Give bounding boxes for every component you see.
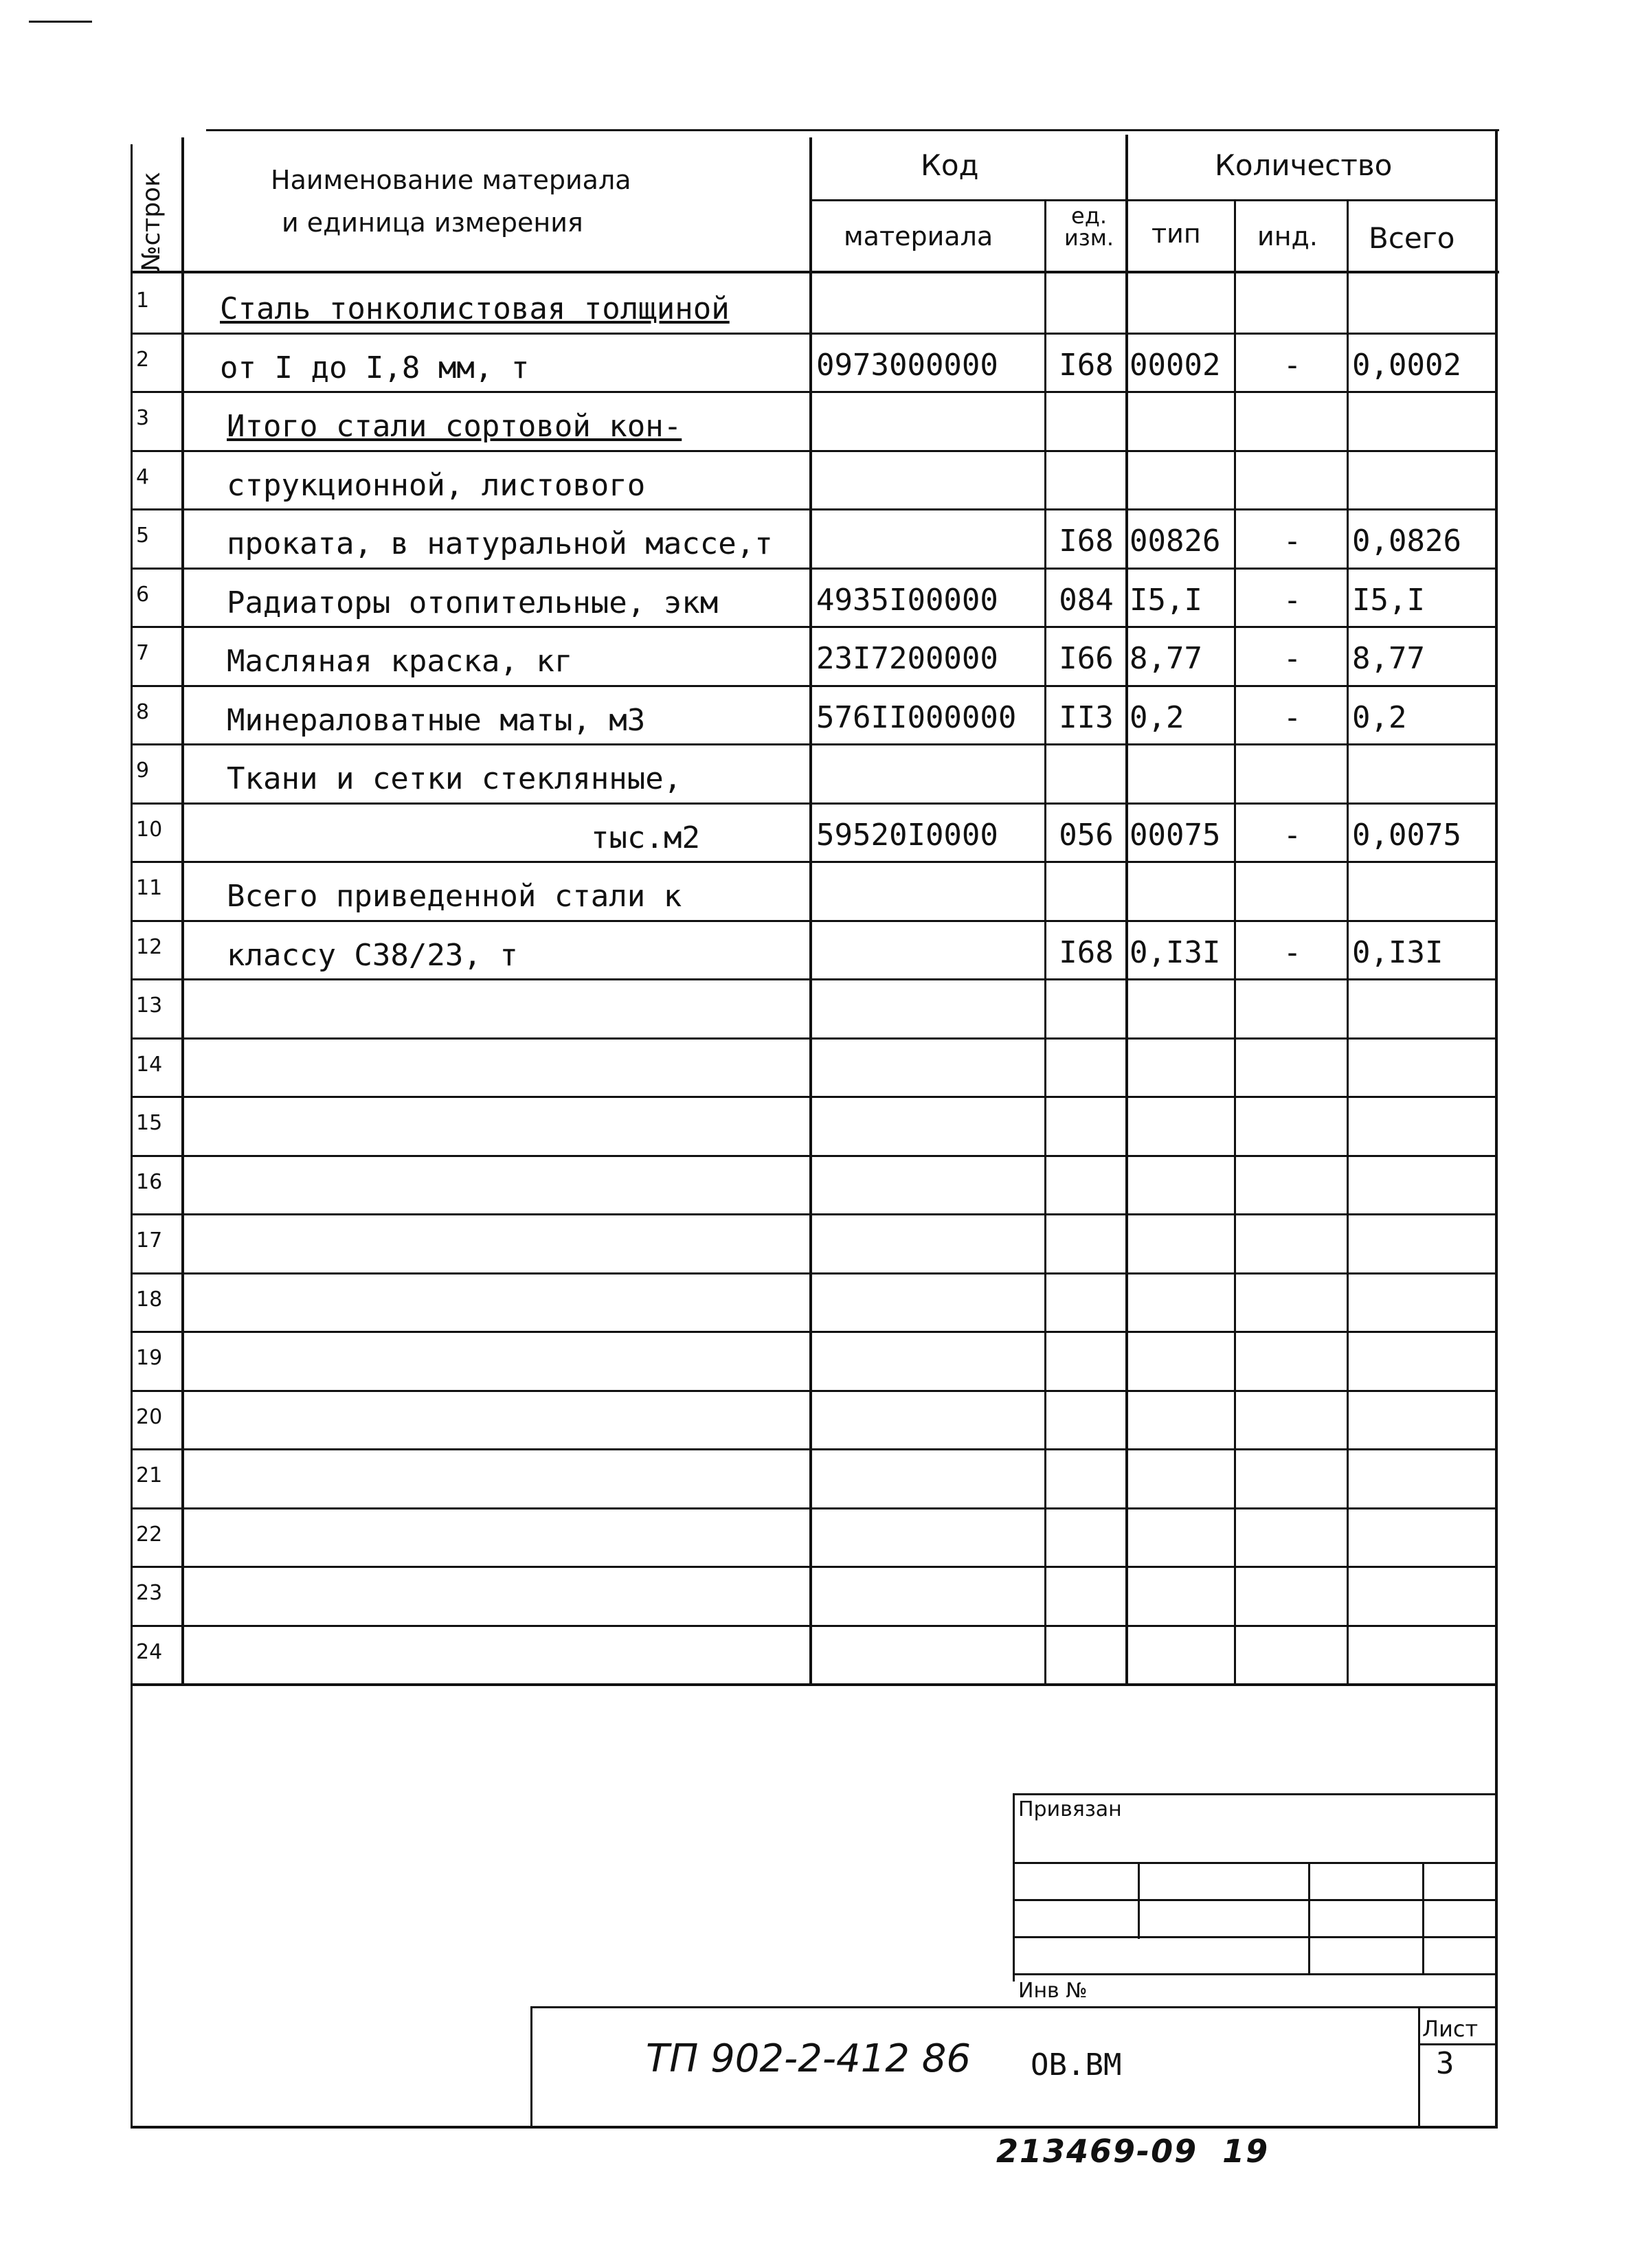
row-number: 2	[136, 348, 150, 372]
cell-total: 0,2	[1352, 700, 1407, 735]
cell-type: 00002	[1130, 348, 1221, 383]
cell-code: 4935I00000	[816, 583, 998, 618]
header-code: Код	[921, 148, 979, 182]
cell-total: 0,0826	[1352, 524, 1461, 559]
material-name: от I до I,8 мм, т	[220, 350, 530, 385]
cell-type: 00826	[1130, 524, 1221, 559]
cell-unit: I68	[1059, 524, 1114, 559]
cell-total: 0,0002	[1352, 348, 1461, 383]
cell-total: 0,0075	[1352, 818, 1461, 853]
row-number: 5	[136, 524, 150, 548]
stamp-inv-label: Инв №	[1018, 1979, 1088, 2003]
stamp-sheet-number: 3	[1436, 2046, 1454, 2081]
stamp-bound-label: Привязан	[1018, 1797, 1122, 1821]
header-name-line2: и единица измерения	[282, 207, 583, 238]
cell-unit: 056	[1059, 818, 1114, 853]
row-number: 17	[136, 1228, 163, 1253]
cell-total: 8,77	[1352, 641, 1425, 676]
cell-ind: -	[1283, 524, 1302, 559]
header-code-material: материала	[844, 221, 993, 251]
cell-total: I5,I	[1352, 583, 1425, 618]
row-number: 7	[136, 641, 150, 665]
row-number: 13	[136, 993, 163, 1018]
row-number: 1	[136, 289, 150, 313]
cell-ind: -	[1283, 348, 1302, 383]
material-name: Сталь тонколистовая толщиной	[220, 291, 730, 326]
row-number: 4	[136, 465, 150, 489]
footer-handwritten-number: 213469-09 19	[996, 2133, 1270, 2170]
stamp-doc-code: ТП 902-2-412 86	[646, 2036, 971, 2081]
cell-unit: I66	[1059, 641, 1114, 676]
material-name: тыс.м2	[591, 820, 700, 855]
row-number: 11	[136, 876, 163, 900]
material-name: Минераловатные маты, м3	[227, 703, 646, 738]
cell-type: 00075	[1130, 818, 1221, 853]
row-number: 12	[136, 935, 163, 959]
header-qty-ind: инд.	[1257, 221, 1318, 251]
row-number: 19	[136, 1346, 163, 1370]
cell-total: 0,I3I	[1352, 935, 1443, 970]
header-code-unit: ед. изм.	[1064, 203, 1114, 251]
row-number: 3	[136, 406, 150, 430]
cell-ind: -	[1283, 935, 1302, 970]
corner-mark	[29, 21, 92, 23]
row-number: 18	[136, 1288, 163, 1312]
header-qty-total: Всего	[1369, 221, 1455, 255]
cell-ind: -	[1283, 818, 1302, 853]
row-number: 9	[136, 759, 150, 783]
cell-code: 59520I0000	[816, 818, 998, 853]
header-name-line1: Наименование материала	[271, 165, 631, 195]
row-number: 8	[136, 700, 150, 724]
row-number: 16	[136, 1170, 163, 1194]
row-number: 23	[136, 1581, 163, 1605]
cell-code: 23I7200000	[816, 641, 998, 676]
row-number: 15	[136, 1111, 163, 1135]
material-name: проката, в натуральной массе,т	[227, 526, 773, 561]
stamp-doc-mark: ОВ.ВМ	[1031, 2047, 1122, 2082]
row-number: 24	[136, 1640, 163, 1664]
cell-type: 0,2	[1130, 700, 1184, 735]
material-name: Ткани и сетки стеклянные,	[227, 761, 682, 796]
header-row-number: №строк	[137, 172, 166, 271]
cell-ind: -	[1283, 641, 1302, 676]
cell-code: 0973000000	[816, 348, 998, 383]
row-number: 14	[136, 1053, 163, 1077]
cell-code: 576II000000	[816, 700, 1017, 735]
cell-unit: II3	[1059, 700, 1114, 735]
stamp-sheet-label: Лист	[1422, 2016, 1479, 2042]
row-number: 21	[136, 1463, 163, 1487]
header-qty-type: тип	[1151, 218, 1201, 249]
cell-type: 8,77	[1130, 641, 1202, 676]
row-number: 10	[136, 818, 163, 842]
row-number: 6	[136, 583, 150, 607]
row-number: 22	[136, 1523, 163, 1547]
cell-ind: -	[1283, 583, 1302, 618]
material-name: Всего приведенной стали к	[227, 879, 682, 914]
cell-unit: I68	[1059, 935, 1114, 970]
material-name: Итого стали сортовой кон-	[227, 409, 682, 444]
material-name: струкционной, листового	[227, 468, 646, 503]
material-name: Масляная краска, кг	[227, 644, 573, 679]
material-name: Радиаторы отопительные, экм	[227, 585, 719, 620]
material-name: классу С38/23, т	[227, 938, 518, 973]
header-quantity: Количество	[1215, 148, 1393, 182]
cell-unit: I68	[1059, 348, 1114, 383]
cell-unit: 084	[1059, 583, 1114, 618]
cell-ind: -	[1283, 700, 1302, 735]
cell-type: I5,I	[1130, 583, 1202, 618]
row-number: 20	[136, 1405, 163, 1429]
cell-type: 0,I3I	[1130, 935, 1221, 970]
